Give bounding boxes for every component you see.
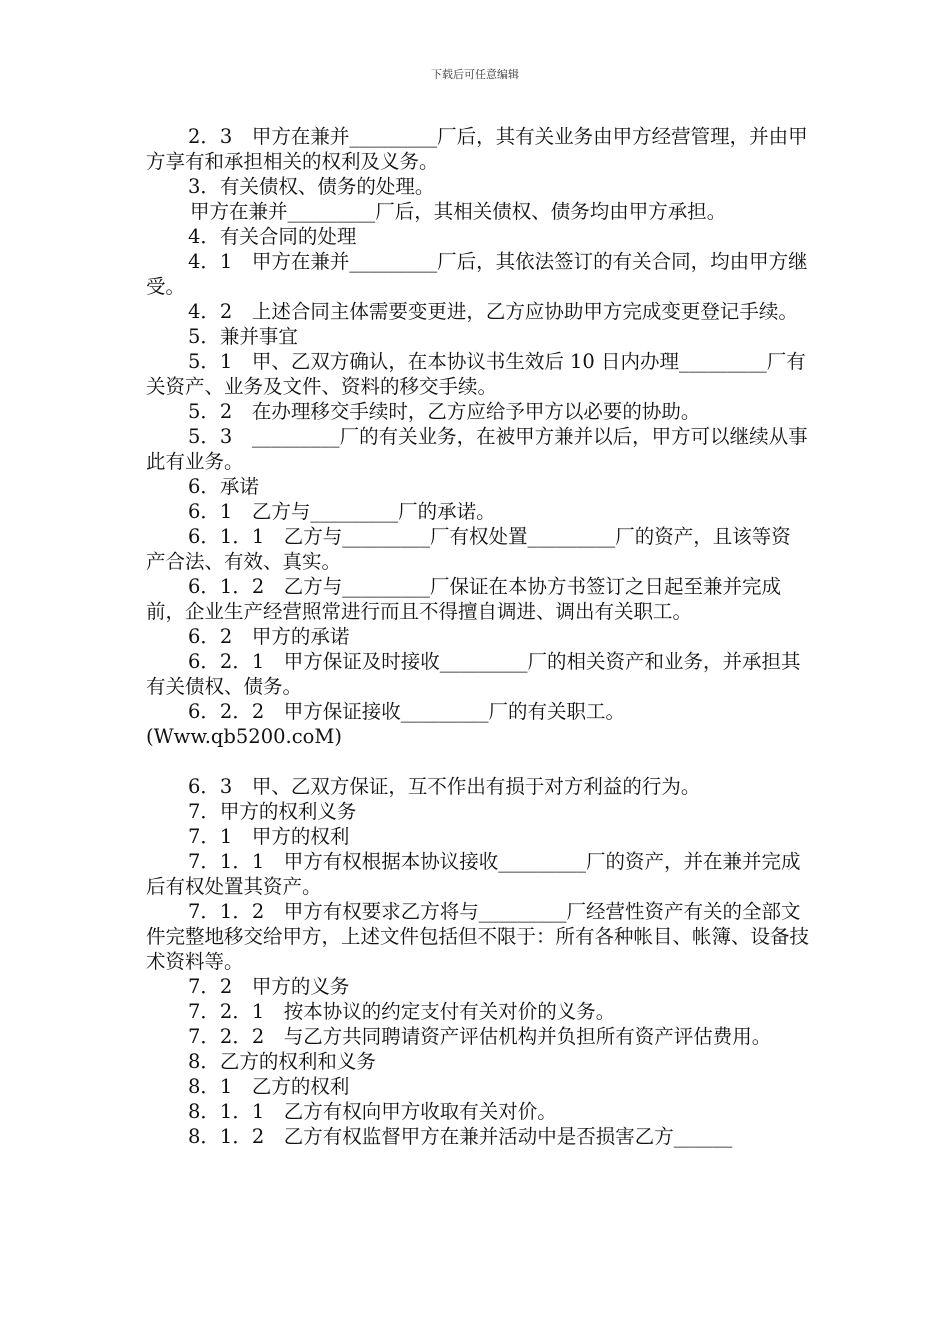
heading-4: 4．有关合同的处理 bbox=[188, 225, 357, 248]
heading-7: 7．甲方的权利义务 bbox=[188, 800, 357, 823]
paragraph-8-1-2: 8．1．2 乙方有权监督甲方在兼并活动中是否损害乙方______ bbox=[188, 1125, 733, 1148]
page-header: 下载后可任意编辑 bbox=[431, 68, 519, 81]
paragraph-7-2-2: 7．2．2 与乙方共同聘请资产评估机构并负担所有资产评估费用。 bbox=[188, 1025, 772, 1048]
paragraph-6-2-2: 6．2．2 甲方保证接收_________厂的有关职工。 bbox=[188, 700, 625, 723]
paragraph-4-1: 4．1 甲方在兼并_________厂后，其依法签订的有关合同，均由甲方继受。 bbox=[146, 250, 808, 298]
paragraph-4-2: 4．2 上述合同主体需要变更进，乙方应协助甲方完成变更登记手续。 bbox=[188, 300, 798, 323]
paragraph-5-3: 5．3 _________厂的有关业务，在被甲方兼并以后，甲方可以继续从事此有业务。 bbox=[146, 425, 808, 473]
heading-3: 3．有关债权、债务的处理。 bbox=[188, 175, 435, 198]
heading-6: 6．承诺 bbox=[188, 475, 259, 498]
paragraph-8-1-1: 8．1．1 乙方有权向甲方收取有关对价。 bbox=[188, 1100, 557, 1123]
paragraph-6-2-1: 6．2．1 甲方保证及时接收_________厂的相关资产和业务，并承担其有关债权、债务。 bbox=[146, 650, 801, 698]
paragraph-5-2: 5．2 在办理移交手续时，乙方应给予甲方以必要的协助。 bbox=[188, 400, 701, 423]
paragraph-8-1: 8．1 乙方的权利 bbox=[188, 1075, 350, 1098]
paragraph-6-1: 6．1 乙方与_________厂的承诺。 bbox=[188, 500, 496, 523]
blank-line bbox=[146, 749, 810, 774]
paragraph-6-1-2: 6．1．2 乙方与_________厂保证在本协方书签订之日起至兼并完成前，企业生产经营照常进行而且不得擅自调进、调出有关职工。 bbox=[146, 575, 781, 623]
paragraph-6-2: 6．2 甲方的承诺 bbox=[188, 625, 350, 648]
paragraph-7-1: 7．1 甲方的权利 bbox=[188, 825, 350, 848]
paragraph-7-2: 7．2 甲方的义务 bbox=[188, 975, 350, 998]
paragraph-7-1-1: 7．1．1 甲方有权根据本协议接收_________厂的资产，并在兼并完成后有权处置其资产。 bbox=[146, 850, 801, 898]
heading-8: 8．乙方的权利和义务 bbox=[188, 1050, 376, 1073]
paragraph-6-3: 6．3 甲、乙双方保证，互不作出有损于对方利益的行为。 bbox=[188, 775, 701, 798]
heading-5: 5．兼并事宜 bbox=[188, 325, 298, 348]
document-body bbox=[146, 124, 810, 1149]
paragraph-7-1-2: 7．1．2 甲方有权要求乙方将与_________厂经营性资产有关的全部文件完整地移交给甲方，上述文件包括但不限于：所有各种帐目、帐簿、设备技术资料等。 bbox=[146, 900, 810, 973]
paragraph-2-3: 2．3 甲方在兼并_________厂后，其有关业务由甲方经营管理，并由甲方享有和承担相关的权利及义务。 bbox=[146, 125, 808, 173]
paragraph-6-1-1: 6．1．1 乙方与_________厂有权处置_________厂的资产，且该等资产合法、有效、真实。 bbox=[146, 525, 791, 573]
paragraph-5-1: 5．1 甲、乙双方确认，在本协议书生效后 10 日内办理_________厂有关资产、业务及文件、资料的移交手续。 bbox=[146, 350, 806, 398]
source-link: (Www.qb5200.coM) bbox=[146, 725, 342, 748]
paragraph-3-body: 甲方在兼并_________厂后，其相关债权、债务均由甲方承担。 bbox=[190, 200, 727, 223]
paragraph-7-2-1: 7．2．1 按本协议的约定支付有关对价的义务。 bbox=[188, 1000, 616, 1023]
